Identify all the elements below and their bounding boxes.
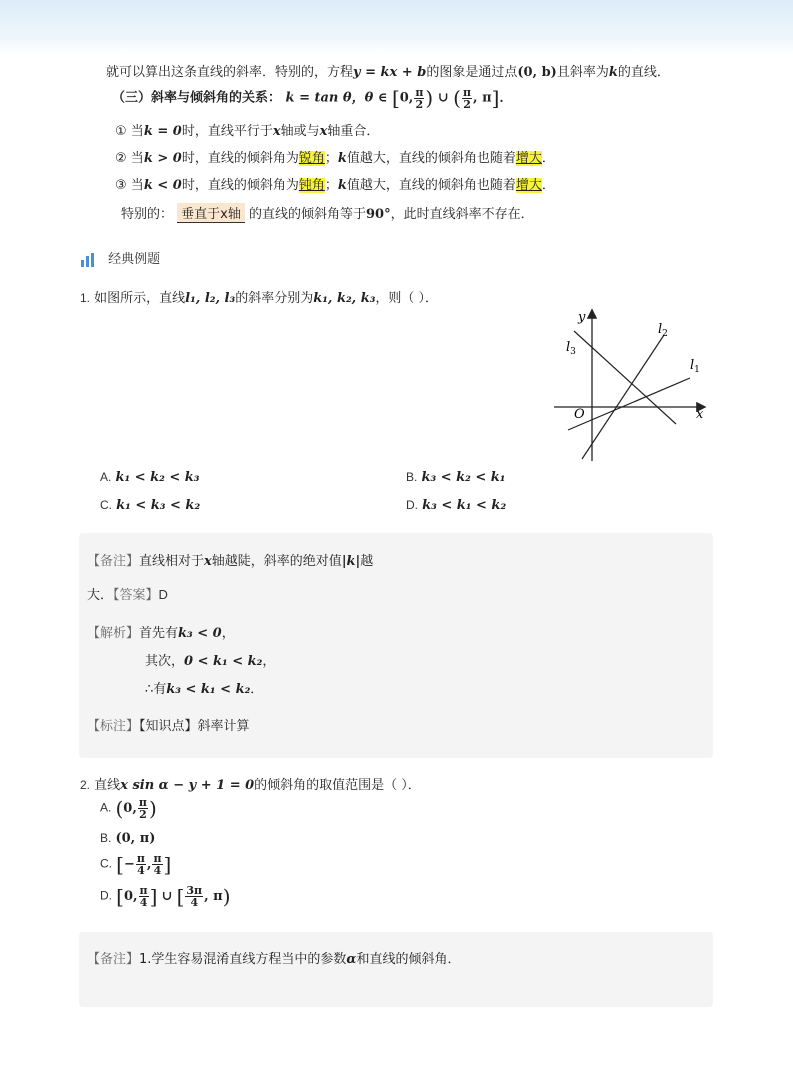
note-tag: 【备注】 <box>87 554 140 569</box>
option-expr: [0, $\frac{\pi}{4}$ ] ∪ [ $\frac{3\pi}{4}$ , π) <box>116 883 231 909</box>
case-text: 当 <box>130 178 144 193</box>
note-text: 1.学生容易混淆直线方程当中的参数 <box>139 952 347 967</box>
case-number: ② <box>115 151 127 166</box>
answer-highlight: 增大 <box>515 151 542 166</box>
q2-option-b[interactable] <box>100 831 155 846</box>
answer-highlight: 增大 <box>515 178 542 193</box>
fraction-pi-over-2: $\frac{\pi}{2}$ <box>462 85 472 111</box>
math-abs-k: |k| <box>341 554 361 569</box>
case-number: ③ <box>115 178 127 193</box>
q2-option-c[interactable] <box>100 852 171 876</box>
analysis-tag: 【解析】 <box>87 626 140 641</box>
x-label: x <box>696 407 704 422</box>
note-text: 轴越陡，斜率的绝对值 <box>211 554 342 569</box>
case-text: 时，直线的倾斜角为 <box>181 151 299 166</box>
mark-text: 【知识点】斜率计算 <box>139 719 250 734</box>
math-point: (0, b) <box>517 65 557 80</box>
l1-label: $l_1$ <box>690 358 700 375</box>
option-expr: (0, π) <box>115 831 156 846</box>
question-number: 1. <box>80 291 91 305</box>
q1-option-a[interactable] <box>100 470 199 485</box>
special-text: 的直线的倾斜角等于 <box>249 207 367 222</box>
option-expr: (0, $\frac{\pi}{2}$ ) <box>115 795 157 821</box>
origin-label: O <box>574 407 585 422</box>
mark-tag: 【标注】 <box>87 719 140 734</box>
option-letter: B. <box>100 831 112 845</box>
analysis-math: 0 < k₁ < k₂ <box>184 654 263 669</box>
note-text: 大． <box>87 588 114 603</box>
q1-option-c[interactable] <box>100 498 200 513</box>
case-text: 时，直线平行于 <box>181 124 273 139</box>
section-title: 经典例题 <box>108 252 161 267</box>
l2-label: $l_2$ <box>658 322 668 339</box>
intro-text: 且斜率为 <box>556 65 609 80</box>
case-text: 轴或与 <box>280 124 320 139</box>
math-lines: l₁, l₂, l₃ <box>185 291 236 306</box>
q1-stem <box>80 287 438 306</box>
case-number: ① <box>115 124 127 139</box>
option-letter: C. <box>100 856 112 871</box>
answer-value: D <box>158 587 168 602</box>
option-letter: A. <box>100 800 112 815</box>
answer-highlight: 钝角 <box>298 178 325 193</box>
intro-text: 就可以算出这条直线的斜率．特别的，方程 <box>106 65 354 80</box>
case-text: 轴重合． <box>327 124 380 139</box>
case-condition: k < 0 <box>143 178 182 193</box>
q2-option-a[interactable] <box>100 796 157 820</box>
analysis-text: 首先有 <box>139 626 179 641</box>
math-equation: x sin α − y + 1 = 0 <box>120 778 255 793</box>
answer-tag: 【答案】 <box>113 588 159 603</box>
analysis-text: 其次， <box>145 654 185 669</box>
math-degree: 90° <box>366 207 391 222</box>
section-header <box>80 248 160 267</box>
question-text: 如图所示，直线 <box>94 291 186 306</box>
q2-note-card <box>79 932 713 1007</box>
line-l1 <box>568 378 690 430</box>
option-letter: A. <box>100 470 112 484</box>
option-expr: k₁ < k₂ < k₃ <box>115 470 200 485</box>
math-k: k <box>337 151 347 166</box>
option-letter: D. <box>100 888 112 903</box>
analysis-text: ∴有 <box>145 682 167 697</box>
line-l2 <box>582 335 664 459</box>
q2-stem <box>80 774 421 793</box>
q1-analysis-2 <box>145 650 275 669</box>
case-text: 当 <box>130 151 144 166</box>
section-3-label: （三）斜率与倾斜角的关系： <box>112 90 282 106</box>
math-equation: y = kx + b <box>353 65 427 80</box>
q1-mark <box>87 715 250 734</box>
special-text: 特别的： <box>121 207 174 222</box>
case-1 <box>115 120 379 139</box>
bar-chart-icon <box>80 253 96 267</box>
math-k: k <box>337 178 347 193</box>
note-tag: 【备注】 <box>87 952 140 967</box>
case-text: 值越大，直线的倾斜角也随着 <box>346 178 516 193</box>
option-expr: k₁ < k₃ < k₂ <box>116 498 201 513</box>
option-letter: C. <box>100 498 112 512</box>
q2-option-d[interactable] <box>100 884 231 908</box>
q1-note <box>87 550 373 569</box>
q1-analysis-3 <box>145 678 263 697</box>
case-condition: k = 0 <box>143 124 182 139</box>
q1-option-d[interactable] <box>406 498 506 513</box>
math-x: x <box>272 124 281 139</box>
option-expr: k₃ < k₂ < k₁ <box>421 470 506 485</box>
special-case <box>121 203 534 223</box>
answer-highlight: 锐角 <box>298 151 325 166</box>
bracket-open: [ <box>391 86 400 110</box>
case-text: ； <box>324 151 338 166</box>
question-number: 2. <box>80 778 91 792</box>
question-text: ，则（ ）． <box>375 291 439 306</box>
case-text: ； <box>324 178 338 193</box>
q2-note <box>87 948 460 967</box>
case-condition: k > 0 <box>143 151 182 166</box>
case-3 <box>115 174 555 193</box>
case-text: 当 <box>130 124 144 139</box>
math-x: x <box>204 554 212 569</box>
case-text: ． <box>541 151 555 166</box>
slope-formula: k = tan θ，θ ∈ <box>285 90 388 106</box>
analysis-text: ． <box>250 682 264 697</box>
section-3-heading: （三）斜率与倾斜角的关系： k = tan θ，θ ∈ [0, $\frac{\pi}{2}$ ) ∪ ( $\frac{\pi}{2}$ , π]． <box>112 85 513 111</box>
line-l3 <box>574 331 676 424</box>
header-band <box>0 0 793 54</box>
note-text: 和直线的倾斜角． <box>356 952 461 967</box>
special-text: ，此时直线斜率不存在． <box>390 207 534 222</box>
analysis-text: ， <box>262 654 276 669</box>
case-text: 时，直线的倾斜角为 <box>181 178 299 193</box>
question-text: 直线 <box>94 778 121 793</box>
l3-label: $l_3$ <box>566 340 576 357</box>
q1-analysis-1 <box>87 622 235 641</box>
option-expr: [− $\frac{\pi}{4}$ , $\frac{\pi}{4}$ ] <box>116 851 172 877</box>
note-text: 直线相对于 <box>139 554 205 569</box>
case-2 <box>115 147 555 166</box>
question-text: 的倾斜角的取值范围是（ ）． <box>254 778 421 793</box>
math-k: k <box>608 65 618 80</box>
intro-line-1 <box>106 61 670 80</box>
q1-option-b[interactable] <box>406 470 505 485</box>
option-letter: D. <box>406 498 418 512</box>
analysis-math: k₃ < 0 <box>178 626 222 641</box>
question-text: 的斜率分别为 <box>235 291 314 306</box>
option-letter: B. <box>406 470 418 484</box>
intro-text: 的图象是通过点 <box>426 65 518 80</box>
math-slopes: k₁, k₂, k₃ <box>313 291 376 306</box>
q1-answer <box>87 584 168 603</box>
case-text: 值越大，直线的倾斜角也随着 <box>346 151 516 166</box>
analysis-math: k₃ < k₁ < k₂ <box>166 682 251 697</box>
fill-in-blank: 垂直于x轴 <box>177 203 245 223</box>
fraction-pi-over-2: $\frac{\pi}{2}$ <box>415 85 424 111</box>
math-x: x <box>319 124 328 139</box>
math-alpha: α <box>346 952 357 967</box>
intro-text: 的直线． <box>617 65 670 80</box>
case-text: ． <box>541 178 555 193</box>
q1-figure <box>548 303 718 468</box>
y-label: y <box>578 310 586 325</box>
option-expr: k₃ < k₁ < k₂ <box>422 498 507 513</box>
analysis-text: ， <box>221 626 235 641</box>
note-text: 越 <box>360 554 374 569</box>
